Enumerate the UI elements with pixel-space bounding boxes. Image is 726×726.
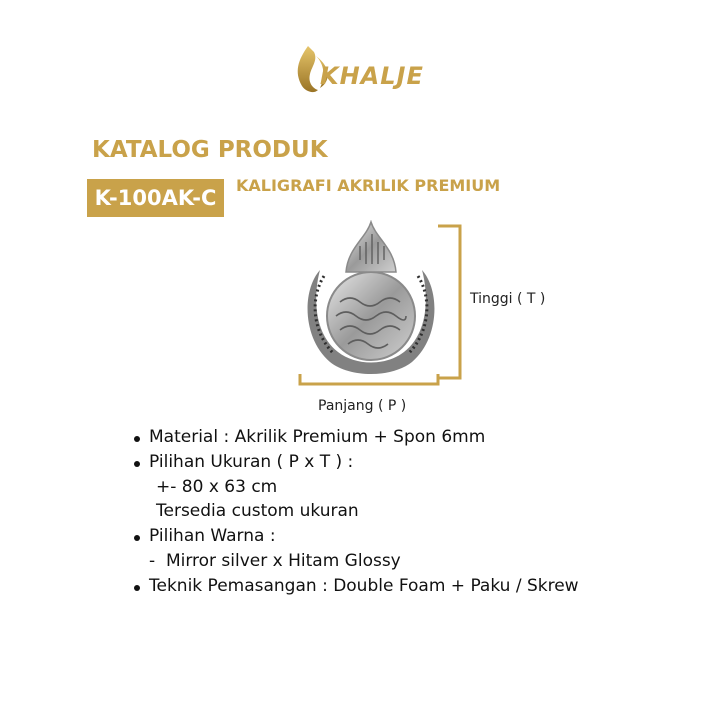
spec-size-heading: Pilihan Ukuran ( P x T ) :	[149, 452, 354, 472]
spec-color-heading: Pilihan Warna :	[149, 526, 276, 546]
product-code-badge	[87, 179, 224, 217]
product-code: K-100AK-C	[94, 186, 217, 210]
bullet-icon	[134, 535, 140, 541]
spec-size-value: +- 80 x 63 cm	[156, 477, 278, 497]
height-label: Tinggi ( T )	[470, 291, 546, 307]
product-name: KALIGRAFI AKRILIK PREMIUM	[236, 176, 501, 195]
height-bracket-icon	[436, 224, 464, 380]
spec-color-value: - Mirror silver x Hitam Glossy	[149, 551, 401, 571]
width-label: Panjang ( P )	[318, 398, 407, 414]
spec-material: Material : Akrilik Premium + Spon 6mm	[149, 427, 486, 447]
spec-installation: Teknik Pemasangan : Double Foam + Paku / Skrew	[149, 576, 579, 596]
bullet-icon	[134, 585, 140, 591]
bullet-icon	[134, 461, 140, 467]
spec-size-custom: Tersedia custom ukuran	[156, 501, 359, 521]
catalog-title: KATALOG PRODUK	[92, 137, 328, 163]
width-bracket-icon	[298, 372, 440, 388]
calligraphy-artwork-image	[300, 220, 442, 380]
bullet-icon	[134, 436, 140, 442]
brand-name: KHALJE	[320, 62, 424, 90]
